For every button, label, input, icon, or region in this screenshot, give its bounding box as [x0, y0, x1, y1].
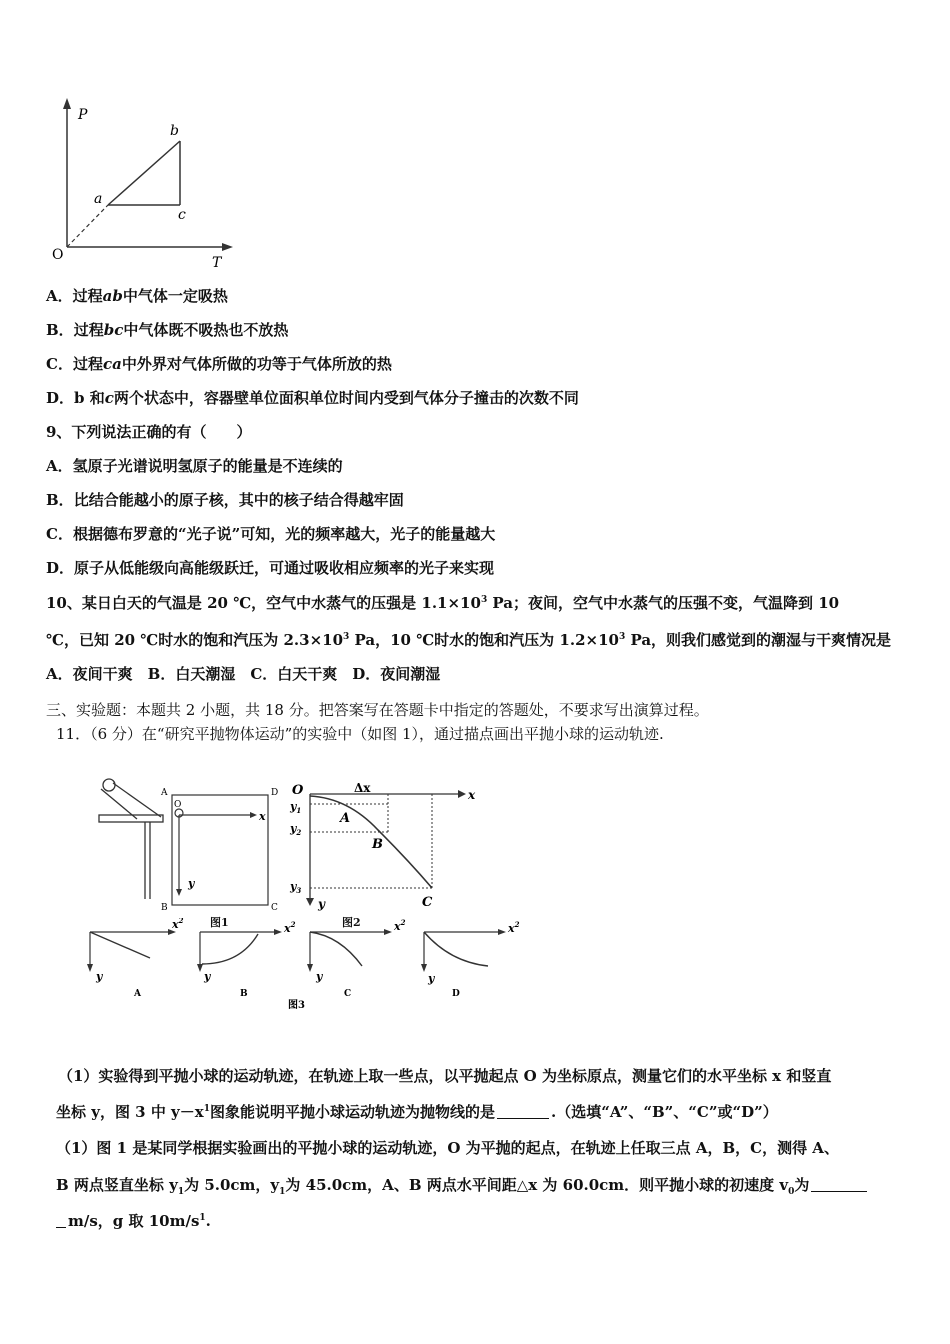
q9-option-b	[46, 490, 404, 510]
q11-part1-line2	[56, 1102, 778, 1122]
graph-c-caption: C	[344, 989, 352, 999]
option-letter: B．	[46, 321, 74, 339]
figure-3-graphs	[80, 918, 540, 1018]
graph-a-x-label: $x^2$	[172, 918, 184, 931]
fig2-x-arrow	[458, 790, 466, 798]
q9-option-a	[46, 456, 343, 476]
q11-text: m/s，g 取 10m/s	[68, 1212, 200, 1230]
q11-text: B 两点竖直坐标 y	[56, 1176, 178, 1194]
option-text: 原子从低能级向高能级跃迁，可通过吸收相应频率的光子来实现	[74, 559, 495, 577]
fig2-y-label: y	[318, 897, 325, 911]
fig2-point-b: B	[372, 837, 383, 852]
q11-part1-line1: （1）实验得到平抛小球的运动轨迹，在轨迹上取一些点，以平抛起点 O 为坐标原点，测量它们的水平坐标 x 和竖直	[58, 1067, 832, 1085]
fig1-label-c: C	[271, 903, 278, 913]
point-c-label: c	[178, 207, 186, 223]
graph-d-y-label: y	[428, 972, 435, 985]
point-b-label: b	[170, 123, 179, 139]
option-text: 根据德布罗意的“光子说”可知，光的频率越大，光子的能量越大	[72, 525, 496, 543]
graph-a-line	[90, 932, 150, 958]
section-3-heading: 三、实验题：本题共 2 小题，共 18 分。把答案写在答题卡中指定的答题处，不要求写出演算过程。	[46, 701, 709, 719]
process-ab	[108, 141, 180, 205]
t-axis-arrow	[222, 243, 233, 251]
option-text: 两个状态中，容器壁单位面积单位时间内受到气体分子撞击的次数不同	[113, 389, 579, 407]
option-text: 中气体一定吸热	[122, 287, 228, 305]
option-text: 过程	[72, 355, 103, 373]
graph-b-curve	[202, 934, 258, 964]
q10-options: A．夜间干爽 B．白天潮湿 C．白天干爽 D．夜间潮湿	[46, 665, 441, 683]
option-letter: D．	[46, 559, 75, 577]
graph-d-caption: D	[452, 989, 460, 999]
fig1-y-arrow	[176, 889, 182, 896]
subscript: 0	[788, 1187, 795, 1197]
board	[172, 795, 268, 905]
graph-c	[307, 918, 406, 999]
ball-start	[103, 779, 115, 791]
answer-blank-2a[interactable]	[811, 1177, 867, 1192]
fig2-point-a: A	[340, 811, 351, 826]
graph-b	[197, 920, 296, 999]
origin-label: O	[52, 247, 64, 263]
fig2-dx-label: Δx	[354, 781, 371, 795]
option-text: b 和	[74, 389, 105, 407]
option-text: 中外界对气体所做的功等于气体所放的热	[121, 355, 392, 373]
exponent: 1	[199, 1213, 206, 1223]
pt-graph	[40, 95, 250, 270]
figure-3-caption: 图3	[288, 1000, 305, 1011]
figure-1-caption: 图1	[210, 916, 229, 929]
graph-c-curve	[310, 932, 362, 966]
option-letter: A．	[46, 287, 73, 305]
extension-dashed	[67, 205, 108, 247]
fig2-y2-label: $y_2$	[290, 822, 302, 837]
exponent: 1	[203, 1104, 210, 1114]
fig1-label-o: O	[174, 800, 182, 810]
q9-stem: 9、下列说法正确的有（ ）	[46, 423, 252, 441]
q8-option-b	[46, 320, 288, 340]
q11-stem: 11．（6 分）在“研究平抛物体运动”的实验中（如图 1），通过描点画出平抛小球的运动轨迹.	[56, 725, 664, 743]
fig2-point-c: C	[422, 895, 433, 910]
exponent: 3	[343, 632, 350, 642]
graph-d-x-label: $x^2$	[508, 920, 520, 935]
answer-blank-2b[interactable]	[56, 1213, 66, 1228]
fig2-y-arrow	[306, 898, 314, 906]
q11-text: 为 5.0cm，y	[184, 1176, 280, 1194]
graph-a	[87, 918, 184, 999]
fig2-y1-label: $y_1$	[290, 800, 302, 815]
q10-stem-line1	[46, 593, 839, 613]
exponent: 3	[618, 632, 626, 642]
fig1-label-y: y	[188, 877, 195, 890]
answer-blank-1[interactable]	[497, 1104, 549, 1119]
fig2-y3-label: $y_3$	[290, 880, 302, 895]
exponent: 3	[480, 595, 488, 605]
graph-b-caption: B	[240, 989, 248, 999]
graph-c-y-label: y	[316, 970, 323, 983]
q8-option-d	[46, 388, 579, 408]
fig1-label-b: B	[161, 903, 168, 913]
option-text: 氢原子光谱说明氢原子的能量是不连续的	[72, 457, 343, 475]
figure-1-apparatus	[95, 775, 295, 915]
fig2-origin: O	[292, 783, 304, 798]
q10-text: 10、某日白天的气温是 20 ℃，空气中水蒸气的压强是 1.1×10	[46, 594, 481, 612]
option-text: 过程	[73, 321, 104, 339]
graph-d-curve	[424, 932, 488, 966]
q11-text: 图象能说明平抛小球运动轨迹为抛物线的是	[209, 1103, 495, 1121]
figure-2-trajectory	[288, 780, 488, 915]
fig1-label-d: D	[271, 788, 279, 798]
q11-part2-line1: （1）图 1 是某同学根据实验画出的平抛小球的运动轨迹，O 为平抛的起点，在轨迹上任取三点 A，B，C，测得 A、	[56, 1139, 839, 1157]
q10-text: Pa；夜间，空气中水蒸气的压强不变，气温降到 10	[487, 594, 840, 612]
option-var: c	[104, 389, 114, 407]
fig1-label-a: A	[161, 788, 168, 798]
q10-stem-line2	[46, 630, 891, 650]
q10-text: ℃，已知 20 ℃时水的饱和汽压为 2.3×10	[46, 631, 344, 649]
q11-part2-line3	[56, 1211, 211, 1231]
option-var: ca	[102, 355, 122, 373]
option-letter: C．	[46, 525, 73, 543]
subscript: 1	[177, 1187, 185, 1197]
q9-option-d	[46, 558, 494, 578]
q8-option-a	[46, 286, 228, 306]
table-top	[99, 815, 163, 822]
graph-a-y-label: y	[96, 970, 103, 983]
graph-b-x-label: $x^2$	[284, 920, 296, 935]
q11-text: 坐标 y，图 3 中 y－x	[56, 1103, 204, 1121]
figure-2-caption: 图2	[342, 916, 361, 929]
option-letter: A．	[46, 457, 73, 475]
ramp-line-2	[113, 783, 161, 817]
option-text: 中气体既不吸热也不放热	[123, 321, 289, 339]
p-axis-arrow	[63, 98, 71, 109]
point-a-label: a	[94, 191, 103, 207]
option-letter: C．	[46, 355, 73, 373]
q11-text: .（选填“A”、“B”、“C”或“D”）	[550, 1103, 778, 1121]
option-letter: B．	[46, 491, 74, 509]
fig2-x-label: x	[468, 788, 476, 802]
fig1-x-arrow	[250, 812, 257, 818]
graph-b-y-label: y	[204, 970, 211, 983]
graph-c-x-label: $x^2$	[394, 918, 406, 933]
p-label: P	[78, 107, 88, 123]
option-text: 过程	[72, 287, 103, 305]
q9-option-c	[46, 524, 495, 544]
fig1-label-x: x	[259, 810, 266, 823]
option-var: ab	[102, 287, 123, 305]
q8-option-c	[46, 354, 392, 374]
q11-part2-line2	[56, 1175, 869, 1195]
q10-text: Pa，则我们感觉到的潮湿与干爽情况是	[625, 631, 892, 649]
q11-text: 为	[794, 1176, 810, 1194]
option-text: 比结合能越小的原子核，其中的核子结合得越牢固	[73, 491, 404, 509]
option-letter: D．	[46, 389, 75, 407]
t-label: T	[212, 255, 222, 270]
q11-text: .	[205, 1212, 211, 1230]
graph-d	[421, 920, 520, 999]
trajectory-curve	[310, 796, 432, 888]
option-var: bc	[103, 321, 124, 339]
q11-text: 为 45.0cm，A、B 两点水平间距△x 为 60.0cm．则平抛小球的初速度 v	[285, 1176, 789, 1194]
graph-a-caption: A	[134, 989, 141, 999]
subscript: 1	[279, 1187, 286, 1197]
q10-text: Pa，10 ℃时水的饱和汽压为 1.2×10	[349, 631, 619, 649]
